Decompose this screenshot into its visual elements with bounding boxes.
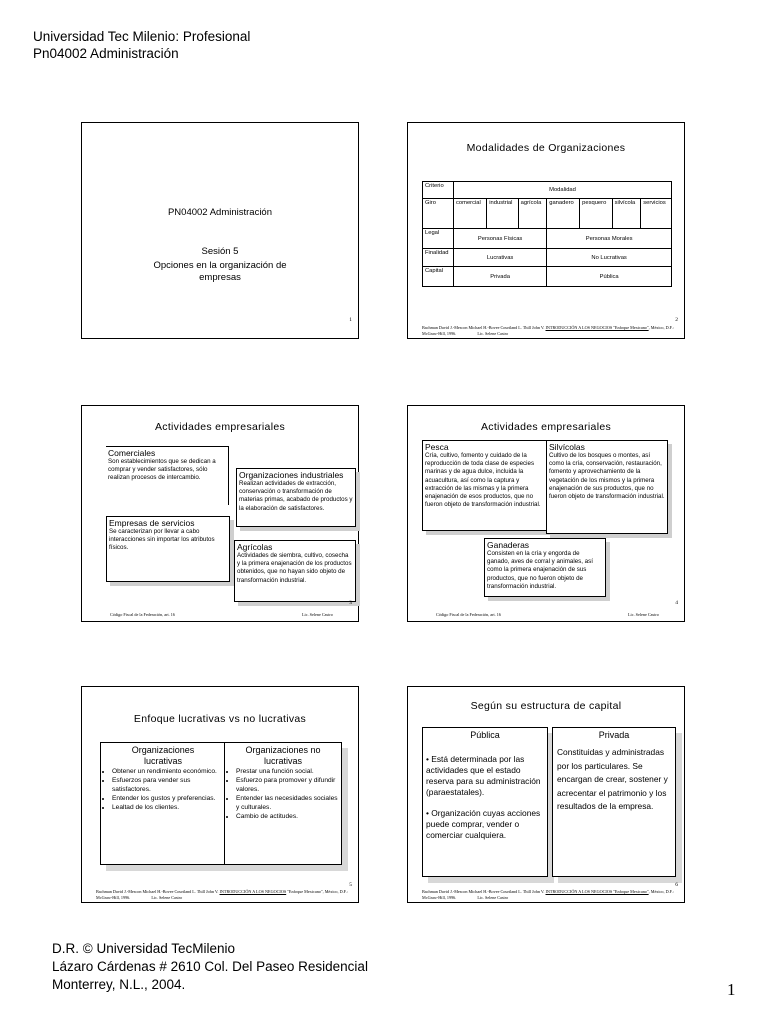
table-cell: No Lucrativas — [547, 249, 672, 267]
agricolas-box — [234, 540, 356, 602]
table-cell: Personas Físicas — [454, 229, 547, 249]
ganaderas-heading: Ganaderas — [487, 540, 530, 550]
citation-publisher: , México, D.F.: McGraw-Hill, 1996. — [422, 325, 674, 336]
industriales-text: Realizan actividades de extracción, conservación o transformación de materias primas, acabado de productos y la elaboración de satisfactores. — [239, 480, 353, 512]
footer-line-3: Monterrey, N.L., 2004. — [52, 977, 186, 992]
citation-source: Código Fiscal de la Federación, art. 16 — [110, 612, 175, 617]
servicios-box — [106, 516, 230, 582]
table-cell: ganadero — [547, 199, 580, 229]
citation-lecturer: Lic. Selene Castro — [628, 612, 659, 617]
silvicolas-heading: Silvícolas — [549, 442, 585, 452]
slide-5-title: Enfoque lucrativas vs no lucrativas — [133, 713, 307, 725]
citation-lecturer: Lic. Selene Castro — [477, 894, 509, 900]
table-cell: industrial — [487, 199, 518, 229]
slide-number: 1 — [349, 317, 352, 323]
comerciales-box — [106, 446, 229, 505]
silvicolas-text: Cultivo de los bosques o montes, así como la cría, conservación, restauración, fomento y aprovechamiento de la vegetación de los mismos y la primera enajenación de sus productos, que no fueron objeto de transformación industrial. — [549, 452, 665, 501]
slide-number: 3 — [349, 600, 352, 606]
table-cell: Criterio — [423, 182, 454, 199]
citation — [96, 889, 352, 900]
publica-heading: Pública — [470, 730, 500, 740]
table-cell: Giro — [423, 199, 454, 229]
privada-box — [552, 727, 676, 877]
list-item: • Prestar una función social. — [236, 767, 338, 776]
slide-1-topic: Opciones en la organización de empresas — [153, 260, 287, 283]
citation-publisher: , México, D.F.: McGraw-Hill, 1996. — [422, 889, 674, 900]
publica-text-2: • Organización cuyas acciones puede comprar, vender o comerciar cualquiera. — [426, 808, 541, 840]
slide-1 — [81, 122, 359, 339]
slide-number: 6 — [675, 882, 678, 888]
footer-line-2: Lázaro Cárdenas # 2610 Col. Del Paseo Residencial — [52, 959, 368, 974]
slide-2-title: Modalidades de Organizaciones — [466, 142, 626, 154]
slide-1-session: Sesión 5 — [201, 246, 239, 257]
slide-4 — [407, 405, 685, 622]
comerciales-heading: Comerciales — [108, 448, 156, 458]
table-cell: pesquero — [580, 199, 613, 229]
ganaderas-box — [484, 538, 606, 597]
slide-number: 5 — [349, 882, 352, 888]
publica-box — [422, 727, 548, 877]
privada-text: Constituidas y administradas por los particulares. Se encargan de crear, sostener y acrecentar el patrimonio y los resultados de la empresa. — [557, 747, 668, 812]
table-cell: Lucrativas — [454, 249, 547, 267]
list-item: • Cambio de actitudes. — [236, 812, 338, 821]
slide-3-title: Actividades empresariales — [154, 421, 286, 433]
citation-title: INTRODUCCIÓN A LOS NEGOCIOS "Enfoque Mexicano" — [545, 889, 649, 894]
table-cell: Legal — [423, 229, 454, 249]
table-cell: Modalidad — [454, 182, 672, 199]
citation-publisher: "Enfoque Mexicano", México, D.F.: McGraw-Hill, 1996. — [96, 889, 348, 900]
modalidades-table — [422, 181, 672, 287]
slide-2 — [407, 122, 685, 339]
citation-source: Código Fiscal de la Federación, art. 16 — [436, 612, 501, 617]
agricolas-text: Actividades de siembra, cultivo, cosecha y la primera enajenación de los productos obtenidos, que no hayan sido objeto de transformación industrial. — [237, 552, 352, 584]
list-item: • Esfuerzos para vender sus satisfactores. — [112, 776, 222, 794]
citation-lecturer: Lic. Selene Castro — [302, 612, 333, 617]
citation-lecturer: Lic. Selene Castro — [151, 894, 183, 900]
table-cell: Pública — [547, 267, 672, 287]
no-lucrativas-box — [224, 742, 342, 865]
comerciales-text: Son establecimientos que se dedican a comprar y vender satisfactores, sólo realizan procesos de intercambio. — [108, 458, 216, 482]
list-item: • Entender las necesidades sociales y culturales. — [236, 794, 338, 812]
no-lucrativas-list — [228, 767, 338, 821]
footer-line-1: D.R. © Universidad TecMilenio — [52, 941, 236, 956]
publica-text-1: • Está determinada por las actividades que el estado reserva para su administración (paraestatales). — [426, 754, 541, 797]
list-item: • Obtener un rendimiento económico. — [112, 767, 222, 776]
ganaderas-text: Consisten en la cría y engorda de ganado, aves de corral y animales, así como la primera enajenación de sus productos, que no fueron objeto de transformación industrial. — [487, 550, 593, 590]
list-item: • Lealtad de los clientes. — [112, 803, 222, 812]
citation-lecturer: Lic. Selene Castro — [477, 330, 509, 336]
slide-1-course: PN04002 Administración — [167, 207, 273, 218]
pesca-text: Cría, cultivo, fomento y cuidado de la reproducción de toda clase de especies marinas y de agua dulce, incluida la acuacultura, así como la captura y extracción de las mismas y la primera enajenación de esos productos, que no fueron objeto de transformación industrial. — [425, 452, 541, 509]
page-header — [33, 28, 250, 62]
table-cell: Finalidad — [423, 249, 454, 267]
industriales-heading: Organizaciones industriales — [239, 470, 344, 480]
header-line-1: Universidad Tec Milenio: Profesional — [33, 29, 251, 44]
table-cell: Personas Morales — [547, 229, 672, 249]
pesca-heading: Pesca — [425, 442, 449, 452]
servicios-text: Se caracterizan por llevar a cabo interacciones sin importar los atributos físicos. — [109, 528, 215, 552]
citation-authors: Bachman David J.-Mescon Michael H.-Bovee Courtland L. Thill John V. — [422, 889, 546, 894]
table-cell: servicios — [641, 199, 672, 229]
agricolas-heading: Agrícolas — [237, 542, 273, 552]
lucrativas-list — [104, 767, 222, 812]
slide-3 — [81, 405, 359, 622]
citation-title: INTRODUCCIÓN A LOS NEGOCIOS — [219, 889, 287, 894]
servicios-heading: Empresas de servicios — [109, 518, 195, 528]
privada-heading: Privada — [598, 730, 630, 740]
no-lucrativas-heading: Organizaciones no lucrativas — [245, 745, 321, 766]
pesca-box — [422, 440, 548, 531]
citation — [422, 325, 678, 336]
list-item: • Esfuerzo para promover y difundir valores. — [236, 776, 338, 794]
silvicolas-box — [546, 440, 668, 534]
header-line-2: Pn04002 Administración — [33, 46, 179, 61]
table-cell: Privada — [454, 267, 547, 287]
lucrativas-box — [100, 742, 226, 865]
citation-authors: Bachman David J.-Mescon Michael H.-Bovee Courtland L. Thill John V. — [96, 889, 220, 894]
citation — [422, 889, 678, 900]
lucrativas-heading: Organizaciones lucrativas — [131, 745, 195, 766]
slide-number: 2 — [675, 317, 678, 323]
table-cell: comercial — [454, 199, 487, 229]
page-number: 1 — [727, 980, 736, 999]
table-cell: Capital — [423, 267, 454, 287]
slide-4-title: Actividades empresariales — [480, 421, 612, 433]
table-cell: agrícola — [518, 199, 547, 229]
slide-6-title: Según su estructura de capital — [470, 700, 622, 712]
slide-6 — [407, 686, 685, 903]
citation-title: INTRODUCCIÓN A LOS NEGOCIOS "Enfoque Mexicano" — [545, 325, 649, 330]
page-footer — [52, 940, 368, 994]
table-cell: silvícola — [612, 199, 641, 229]
citation-authors: Bachman David J.-Mescon Michael H.-Bovee Courtland L. Thill John V. — [422, 325, 546, 330]
industriales-box — [236, 468, 356, 527]
slide-number: 4 — [675, 600, 678, 606]
slide-5 — [81, 686, 359, 903]
list-item: • Entender los gustos y preferencias. — [112, 794, 222, 803]
